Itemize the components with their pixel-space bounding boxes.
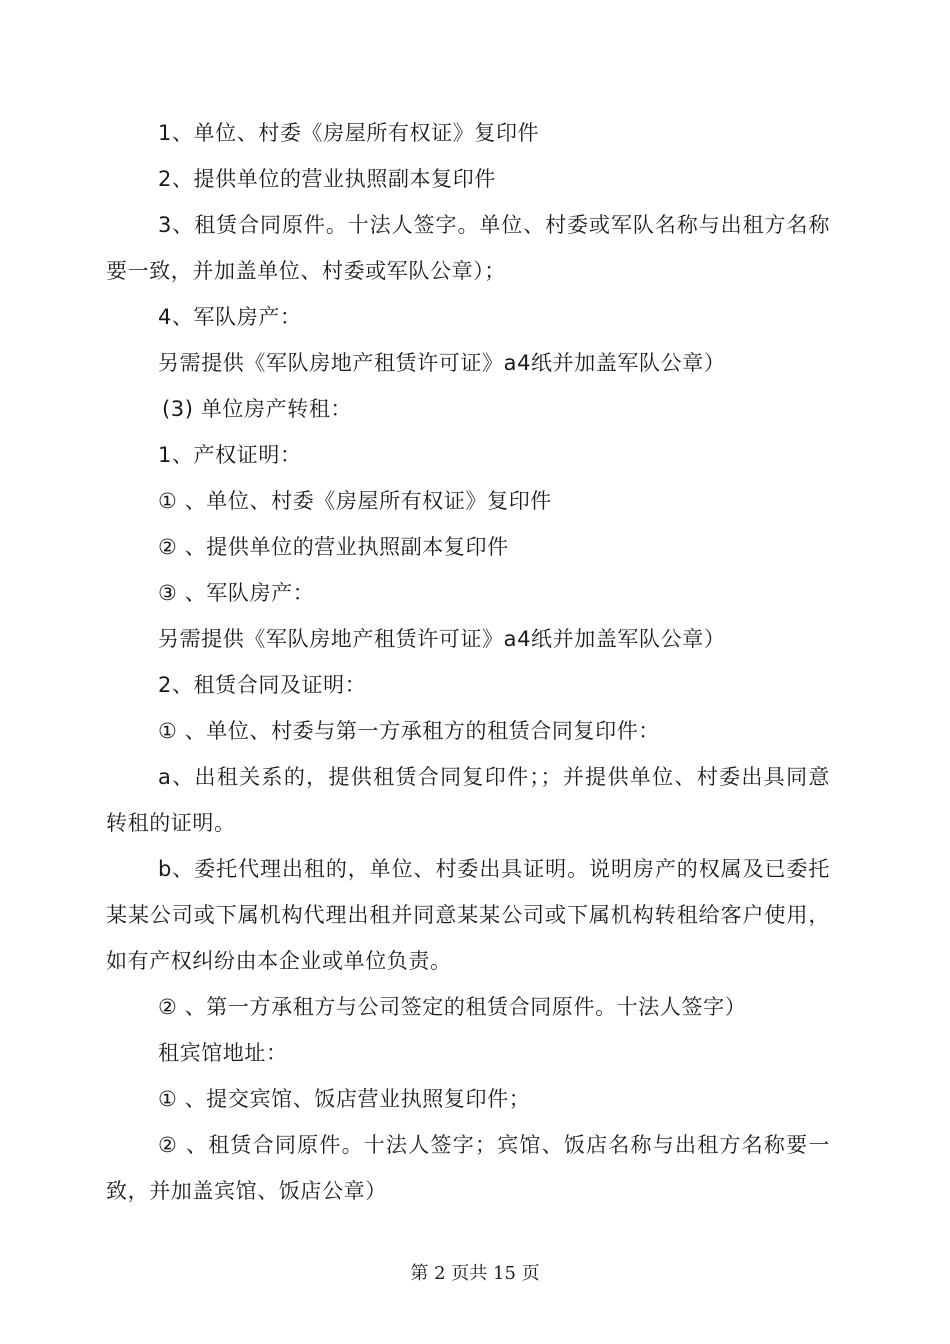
paragraph-3: 3、租赁合同原件。十法人签字。单位、村委或军队名称与出租方名称要一致，并加盖单位、村委或军队公章）； bbox=[106, 213, 830, 283]
paragraph-16: ② 、第一方承租方与公司签定的租赁合同原件。十法人签字） bbox=[158, 995, 747, 1019]
paragraph-1: 1、单位、村委《房屋所有权证》复印件 bbox=[158, 121, 540, 145]
paragraph-17: 租宾馆地址： bbox=[158, 1041, 288, 1065]
paragraph-8: ① 、单位、村委《房屋所有权证》复印件 bbox=[158, 489, 552, 513]
paragraph-12: 2、租赁合同及证明： bbox=[158, 673, 367, 697]
paragraph-4: 4、军队房产： bbox=[158, 305, 302, 329]
paragraph-19: ② 、租赁合同原件。十法人签字；宾馆、饭店名称与出租方名称要一致，并加盖宾馆、饭店公章） bbox=[106, 1133, 830, 1203]
paragraph-11: 另需提供《军队房地产租赁许可证》a4纸并加盖军队公章） bbox=[158, 627, 726, 651]
document-body bbox=[106, 110, 830, 1214]
paragraph-18: ① 、提交宾馆、饭店营业执照复印件； bbox=[158, 1087, 531, 1111]
paragraph-13: ① 、单位、村委与第一方承租方的租赁合同复印件： bbox=[158, 719, 660, 743]
paragraph-10: ③ 、军队房产： bbox=[158, 581, 315, 605]
paragraph-2: 2、提供单位的营业执照副本复印件 bbox=[158, 167, 496, 191]
page-number-footer: 第 2 页共 15 页 bbox=[410, 1263, 540, 1284]
paragraph-15: b、委托代理出租的，单位、村委出具证明。说明房产的权属及已委托某某公司或下属机构代理出租并同意某某公司或下属机构转租给客户使用，如有产权纠纷由本企业或单位负责。 bbox=[106, 857, 830, 973]
paragraph-6: (3) 单位房产转租： bbox=[162, 397, 353, 421]
paragraph-14: a、出租关系的，提供租赁合同复印件；；并提供单位、村委出具同意转租的证明。 bbox=[106, 765, 830, 835]
paragraph-7: 1、产权证明： bbox=[158, 443, 302, 467]
paragraph-9: ② 、提供单位的营业执照副本复印件 bbox=[158, 535, 509, 559]
paragraph-5: 另需提供《军队房地产租赁许可证》a4纸并加盖军队公章） bbox=[158, 351, 726, 375]
